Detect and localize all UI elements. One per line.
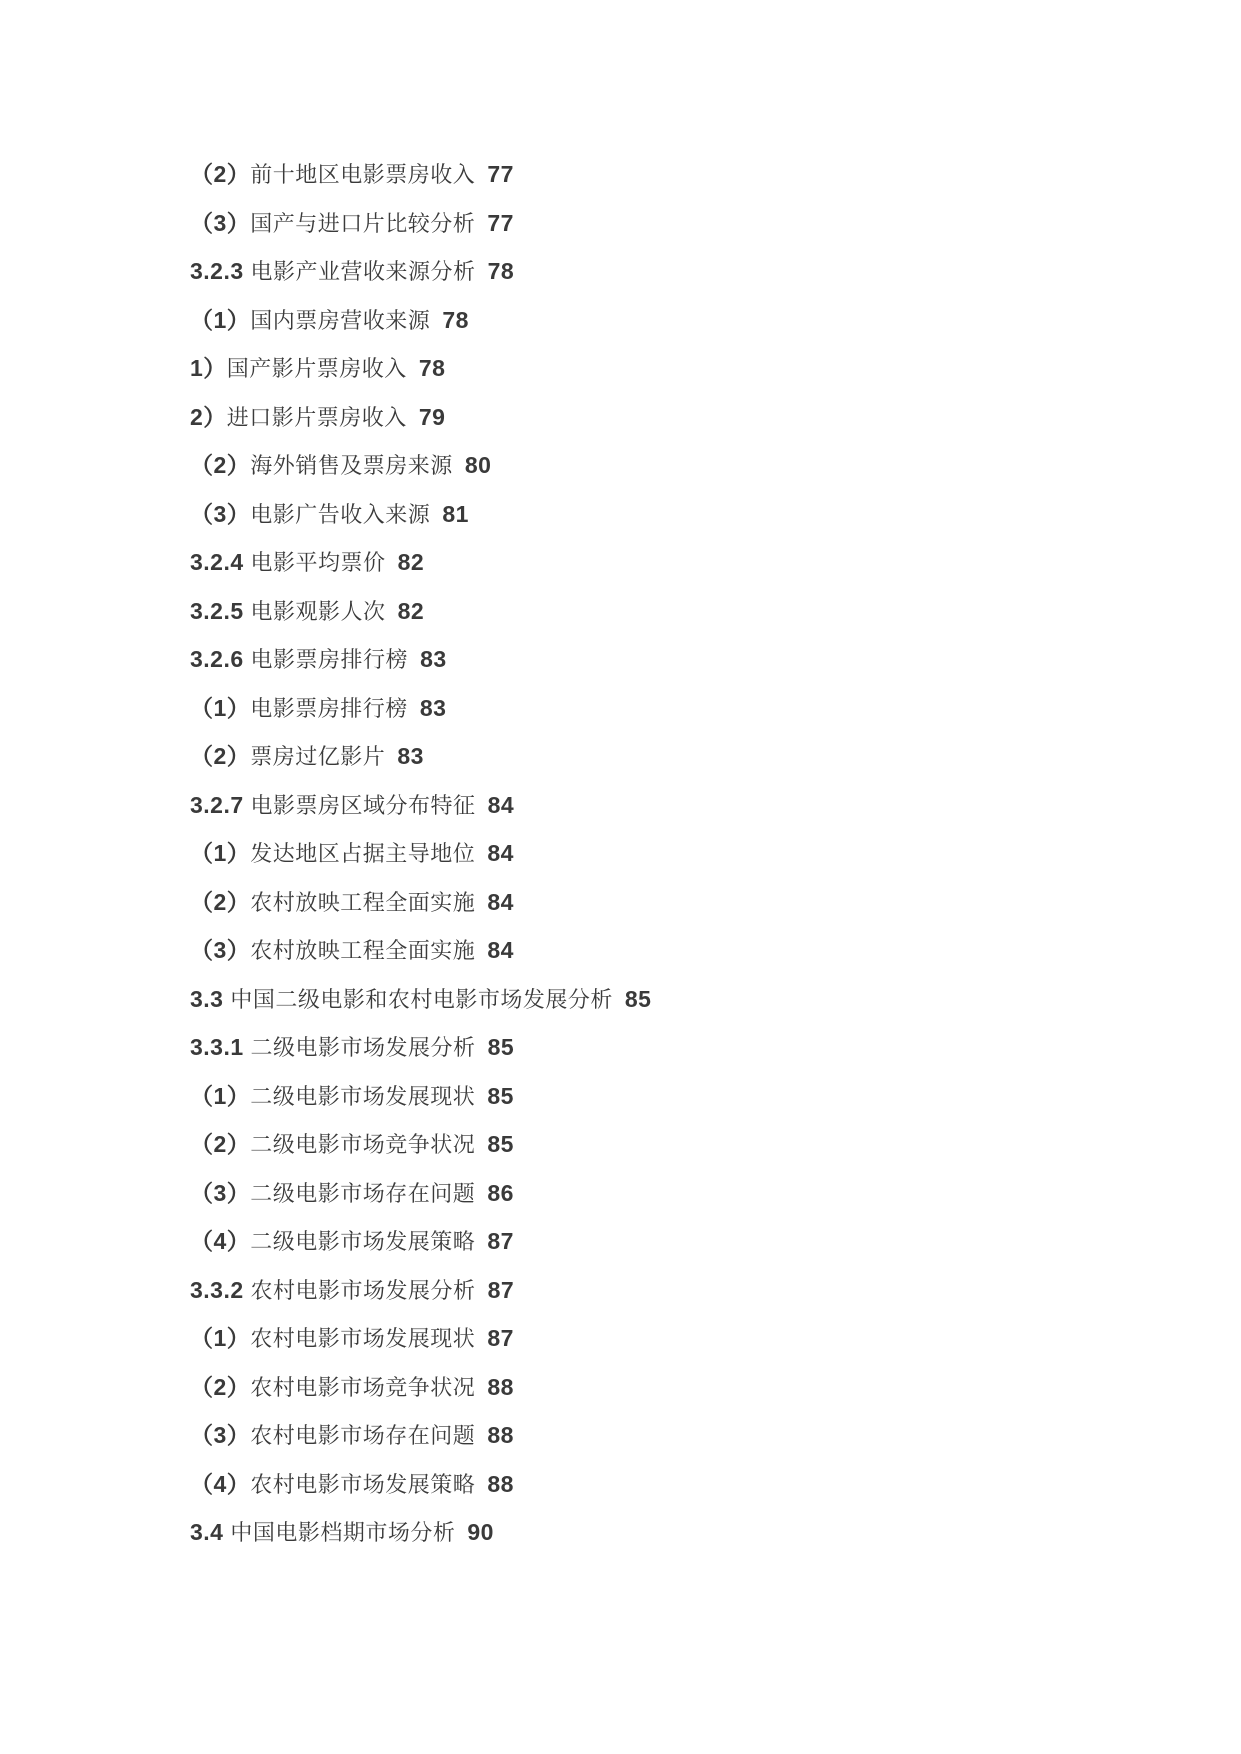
toc-entry-title: 电影观影人次 [250, 599, 386, 625]
toc-entry-title: 二级电影市场发展分析 [250, 1036, 476, 1061]
toc-entry-number: （2） [190, 1131, 251, 1157]
toc-entry-title: 农村电影市场发展分析 [250, 1278, 476, 1304]
toc-entry-title: 农村电影市场存在问题 [250, 1424, 476, 1449]
toc-entry-page: 80 [464, 452, 492, 478]
toc-entry[interactable] [190, 1078, 651, 1127]
toc-entry-title: 电影产业营收来源分析 [250, 260, 476, 285]
toc-entry-number: （1） [190, 1325, 251, 1351]
toc-entry-page: 84 [487, 791, 515, 818]
toc-entry-page: 90 [467, 1519, 494, 1545]
toc-entry[interactable] [190, 350, 651, 399]
toc-entry-page: 78 [418, 355, 446, 381]
toc-entry-number: 3.2.7 [190, 791, 251, 818]
toc-entry[interactable] [190, 1369, 651, 1418]
toc-entry-title: 农村电影市场发展现状 [250, 1327, 476, 1352]
toc-entry-page: 83 [419, 694, 447, 721]
toc-entry[interactable] [190, 787, 651, 836]
toc-entry[interactable] [190, 1514, 651, 1563]
toc-entry-title: 电影广告收入来源 [250, 502, 431, 528]
toc-entry-number: 2） [190, 403, 227, 430]
toc-entry-number: （2） [190, 161, 251, 187]
toc-entry[interactable] [190, 544, 651, 593]
toc-entry-page: 81 [442, 500, 469, 527]
toc-entry-title: 二级电影市场竞争状况 [250, 1133, 476, 1158]
toc-entry-number: （1） [190, 840, 251, 866]
toc-entry-page: 85 [487, 1034, 515, 1060]
toc-entry[interactable] [190, 835, 651, 884]
toc-entry-page: 87 [487, 1276, 515, 1303]
toc-entry-page: 84 [487, 937, 514, 963]
toc-entry[interactable] [190, 593, 651, 642]
toc-entry-number: （3） [190, 937, 251, 963]
toc-entry-page: 86 [487, 1179, 514, 1206]
toc-entry-number: 3.2.5 [190, 597, 251, 624]
toc-entry-page: 82 [397, 597, 425, 624]
toc-entry-page: 83 [397, 743, 424, 769]
toc-entry-page: 77 [487, 161, 514, 187]
toc-entry-number: （3） [190, 500, 251, 527]
toc-entry-title: 农村放映工程全面实施 [250, 890, 476, 916]
toc-entry[interactable] [190, 981, 651, 1030]
toc-entry-title: 发达地区占据主导地位 [250, 842, 476, 867]
toc-entry-page: 84 [487, 888, 514, 915]
toc-entry-title: 前十地区电影票房收入 [250, 163, 476, 188]
toc-entry-number: 1） [190, 355, 227, 381]
toc-entry-title: 电影平均票价 [250, 551, 386, 576]
toc-entry-title: 国内票房营收来源 [250, 308, 431, 334]
toc-entry-page: 88 [487, 1422, 514, 1448]
toc-entry-number: （2） [190, 1373, 251, 1400]
toc-entry[interactable] [190, 932, 651, 981]
toc-entry-page: 78 [487, 258, 515, 284]
toc-entry[interactable] [190, 1029, 651, 1078]
toc-entry-page: 78 [442, 306, 469, 333]
toc-entry[interactable] [190, 496, 651, 545]
toc-entry-number: 3.2.3 [190, 258, 251, 284]
toc-entry-page: 85 [487, 1082, 514, 1109]
toc-entry[interactable] [190, 690, 651, 739]
toc-entry-page: 77 [487, 209, 514, 236]
toc-entry-title: 票房过亿影片 [250, 745, 386, 770]
toc-entry-title: 国产与进口片比较分析 [250, 211, 476, 237]
toc-entry-number: 3.2.6 [190, 646, 251, 672]
toc-entry-page: 88 [487, 1470, 514, 1497]
toc-entry[interactable] [190, 399, 651, 448]
toc-entry-number: （2） [190, 888, 251, 915]
toc-entry-page: 84 [487, 840, 514, 866]
toc-entry-number: （2） [190, 743, 251, 769]
toc-entry-title: 二级电影市场发展现状 [250, 1084, 476, 1110]
toc-entry-number: （3） [190, 1179, 251, 1206]
toc-entry[interactable] [190, 641, 651, 690]
toc-entry-number: 3.2.4 [190, 549, 251, 575]
table-of-contents [190, 156, 651, 1563]
toc-entry-number: （4） [190, 1470, 251, 1497]
toc-entry-number: 3.4 [190, 1519, 231, 1545]
toc-entry-page: 87 [487, 1228, 514, 1254]
toc-entry-page: 85 [487, 1131, 514, 1157]
toc-entry-title: 电影票房排行榜 [250, 696, 408, 722]
toc-entry-title: 中国电影档期市场分析 [230, 1521, 456, 1546]
toc-entry[interactable] [190, 447, 651, 496]
toc-entry-number: （1） [190, 694, 251, 721]
toc-entry-number: 3.3.1 [190, 1034, 251, 1060]
toc-entry-number: （4） [190, 1228, 251, 1254]
toc-entry-title: 中国二级电影和农村电影市场发展分析 [230, 987, 613, 1013]
toc-entry-page: 85 [624, 985, 652, 1012]
toc-entry[interactable] [190, 1175, 651, 1224]
toc-entry-title: 农村电影市场发展策略 [250, 1472, 476, 1498]
toc-entry-page: 79 [418, 403, 446, 430]
toc-entry-title: 农村放映工程全面实施 [250, 939, 476, 964]
toc-entry-title: 电影票房排行榜 [250, 648, 409, 673]
toc-entry-number: 3.3.2 [190, 1276, 251, 1303]
toc-entry-page: 83 [420, 646, 447, 672]
toc-entry-page: 87 [487, 1325, 514, 1351]
toc-entry-number: （3） [190, 1422, 251, 1448]
toc-entry-title: 进口影片票房收入 [226, 405, 407, 431]
toc-entry-number: （2） [190, 452, 251, 478]
toc-entry[interactable] [190, 738, 651, 787]
toc-entry-number: （1） [190, 1082, 251, 1109]
toc-entry-title: 农村电影市场竞争状况 [250, 1375, 476, 1401]
toc-entry-title: 二级电影市场存在问题 [250, 1181, 476, 1207]
toc-entry-title: 海外销售及票房来源 [250, 454, 453, 479]
toc-entry-number: （3） [190, 209, 251, 236]
toc-entry-number: （1） [190, 306, 251, 333]
toc-entry[interactable] [190, 302, 651, 351]
toc-entry-page: 82 [397, 549, 425, 575]
toc-entry[interactable] [190, 205, 651, 254]
toc-entry-number: 3.3 [190, 985, 231, 1012]
toc-entry-page: 88 [487, 1373, 514, 1400]
toc-entry[interactable] [190, 1272, 651, 1321]
toc-entry[interactable] [190, 1417, 651, 1466]
toc-entry[interactable] [190, 1126, 651, 1175]
toc-entry[interactable] [190, 156, 651, 205]
toc-entry-title: 电影票房区域分布特征 [250, 793, 476, 819]
toc-entry[interactable] [190, 253, 651, 302]
toc-entry[interactable] [190, 1223, 651, 1272]
toc-entry[interactable] [190, 884, 651, 933]
toc-entry[interactable] [190, 1320, 651, 1369]
toc-entry[interactable] [190, 1466, 651, 1515]
toc-entry-title: 二级电影市场发展策略 [250, 1230, 476, 1255]
toc-entry-title: 国产影片票房收入 [226, 357, 407, 382]
